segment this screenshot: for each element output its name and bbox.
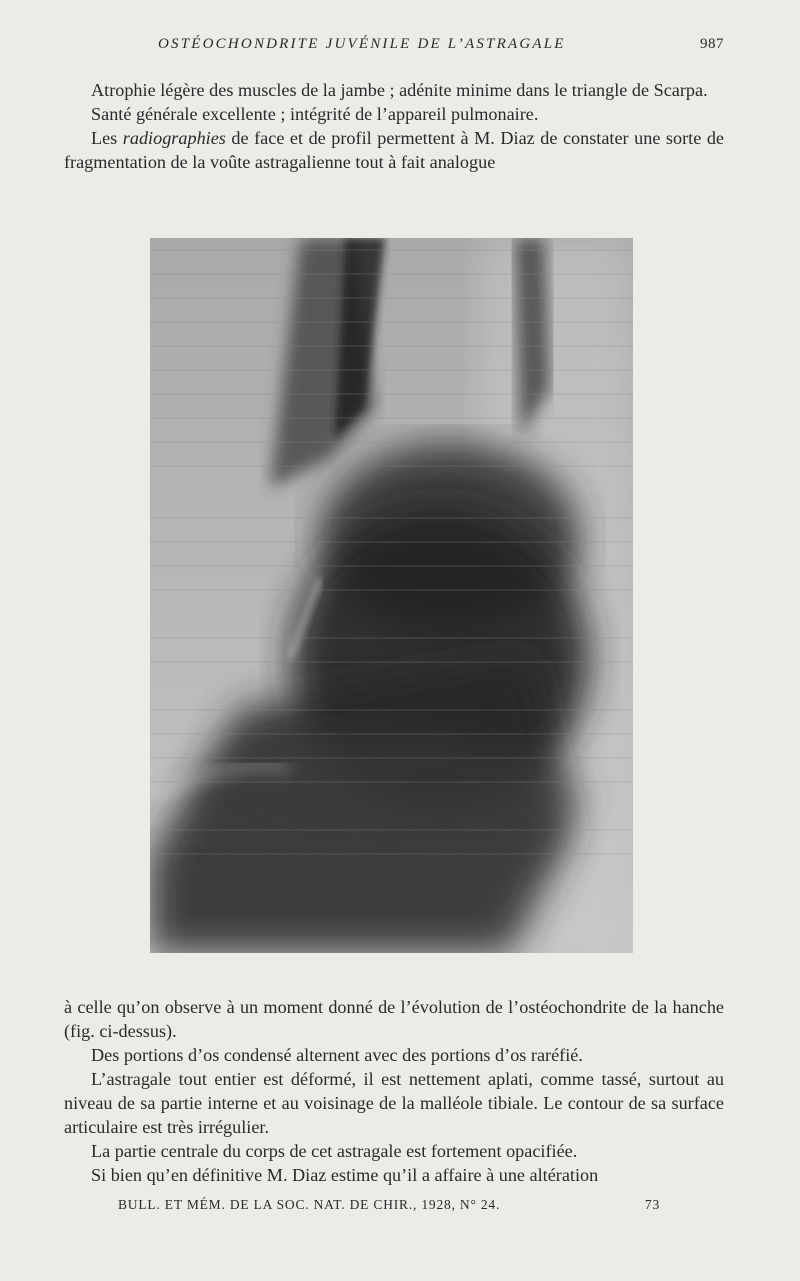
paragraph: Des portions d’os condensé alternent avec des portions d’os raréfié. xyxy=(91,1045,583,1065)
paragraph: Si bien qu’en définitive M. Diaz estime qu’il a affaire à une altération xyxy=(91,1165,599,1185)
text-block-bottom xyxy=(64,995,724,1187)
page-footer xyxy=(118,1197,660,1217)
journal-citation: BULL. ET MÉM. DE LA SOC. NAT. DE CHIR., 1928, N° 24. xyxy=(118,1197,501,1212)
running-header xyxy=(64,36,724,60)
emphasized-term: radiographies xyxy=(122,128,226,148)
text-block-top xyxy=(64,78,724,174)
running-title: OSTÉOCHONDRITE JUVÉNILE DE L’ASTRAGALE xyxy=(158,36,566,52)
paragraph: à celle qu’on observe à un moment donné de l’évolution de l’ostéochondrite de la hanche (fig. ci-dessus). xyxy=(64,997,724,1041)
paragraph: Santé générale excellente ; intégrité de l’appareil pulmonaire. xyxy=(91,104,539,124)
paragraph xyxy=(64,126,724,174)
paragraph: Atrophie légère des muscles de la jambe ; adénite minime dans le triangle de Scarpa. xyxy=(91,80,708,100)
text-span: de face et de profil permettent à M. Diaz de constater une sorte de fragmentation de la voûte astragalienne tout à fait analogue xyxy=(64,128,724,172)
xray-figure xyxy=(150,238,633,953)
sheet-number: 73 xyxy=(644,1197,660,1212)
text-span: Les xyxy=(91,128,123,148)
paragraph: L’astragale tout entier est déformé, il est nettement aplati, comme tassé, surtout au niveau de sa partie interne et au voisinage de la malléole tibiale. Le contour de sa surface articulaire est très irrégulier. xyxy=(64,1069,724,1137)
paragraph: La partie centrale du corps de cet astragale est fortement opacifiée. xyxy=(91,1141,578,1161)
xray-radiograph-image xyxy=(150,238,633,953)
page-number: 987 xyxy=(700,36,724,52)
